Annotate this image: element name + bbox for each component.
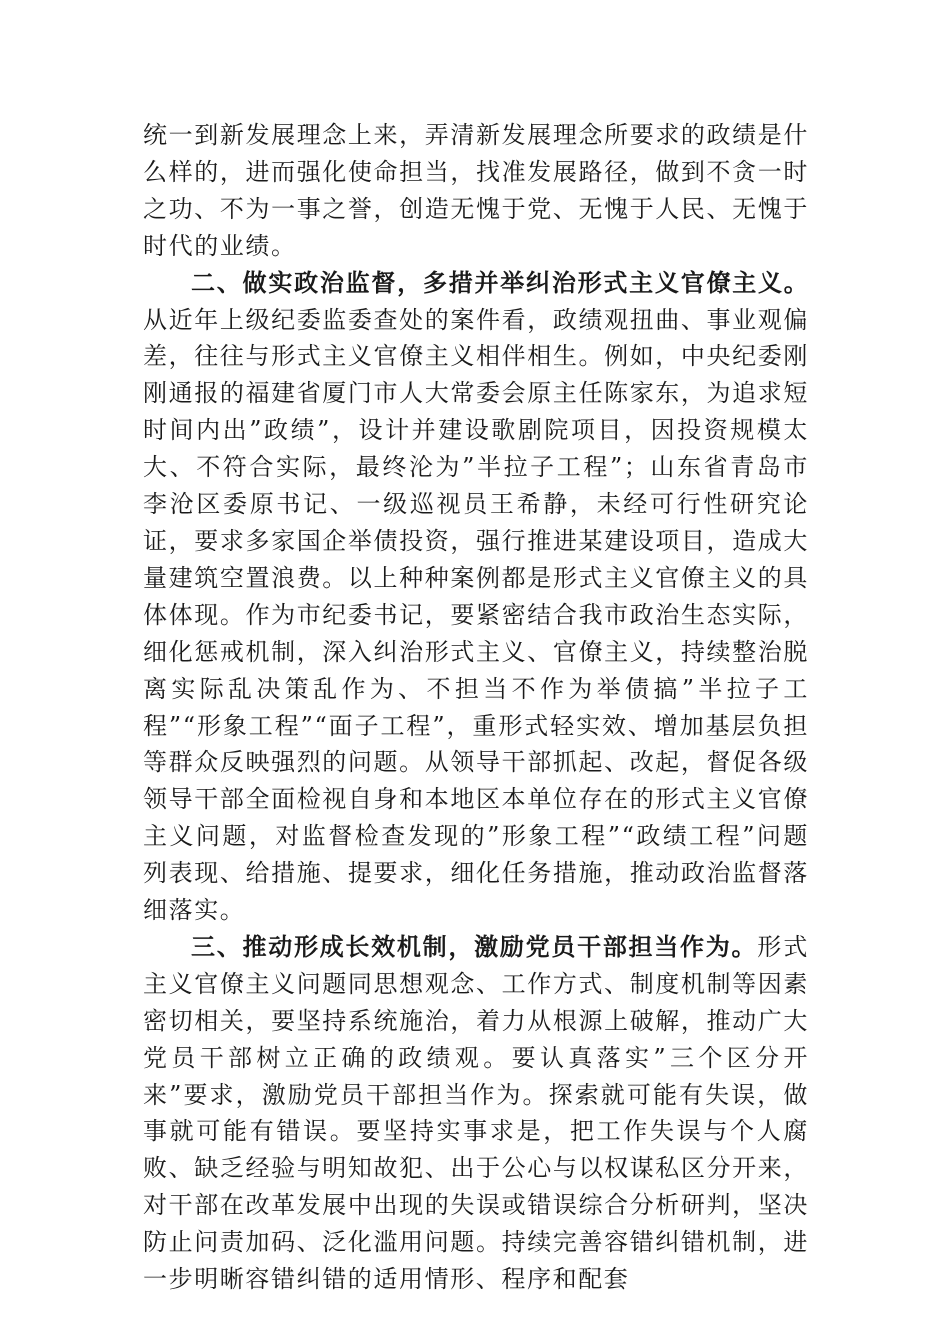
paragraph-2 — [143, 265, 809, 929]
paragraph-3-text: 形式主义官僚主义问题同思想观念、工作方式、制度机制等因素密切相关，要坚持系统施治，着力从根源上破解，推动广大党员干部树立正确的政绩观。要认真落实”三个区分开来”要求，激励党员干部担当作为。探索就可能有失误，做事就可能有错误。要坚持实事求是，把工作失误与个人腐败、缺乏经验与明知故犯、出于公心与以权谋私区分开来，对干部在改革发展中出现的失误或错误综合分析研判，坚决防止问责加码、泛化滥用问题。持续完善容错纠错机制，进一步明晰容错纠错的适用情形、程序和配套 — [143, 932, 809, 1294]
section-heading-3: 三、推动形成长效机制，激励党员干部担当作为。 — [191, 932, 758, 961]
paragraph-1 — [143, 117, 809, 265]
section-heading-2: 二、做实政治监督，多措并举纠治形式主义官僚主义。 — [191, 268, 809, 297]
paragraph-2-text: 从近年上级纪委监委查处的案件看，政绩观扭曲、事业观偏差，往往与形式主义官僚主义相伴相生。例如，中央纪委刚刚通报的福建省厦门市人大常委会原主任陈家东，为追求短时间内出”政绩”，设计并建设歌剧院项目，因投资规模太大、不符合实际，最终沦为”半拉子工程”；山东省青岛市李沧区委原书记、一级巡视员王希静，未经可行性研究论证，要求多家国企举债投资，强行推进某建设项目，造成大量建筑空置浪费。以上种种案例都是形式主义官僚主义的具体体现。作为市纪委书记，要紧密结合我市政治生态实际，细化惩戒机制，深入纠治形式主义、官僚主义，持续整治脱离实际乱决策乱作为、不担当不作为举债搞”半拉子工程”“形象工程”“面子工程”，重形式轻实效、增加基层负担等群众反映强烈的问题。从领导干部抓起、改起，督促各级领导干部全面检视自身和本地区本单位存在的形式主义官僚主义问题，对监督检查发现的”形象工程”“政绩工程”问题列表现、给措施、提要求，细化任务措施，推动政治监督落细落实。 — [143, 305, 809, 925]
paragraph-1-text: 统一到新发展理念上来，弄清新发展理念所要求的政绩是什么样的，进而强化使命担当，找准发展路径，做到不贪一时之功、不为一事之誉，创造无愧于党、无愧于人民、无愧于时代的业绩。 — [143, 121, 809, 260]
paragraph-3 — [143, 929, 809, 1298]
document-body — [143, 117, 809, 1298]
